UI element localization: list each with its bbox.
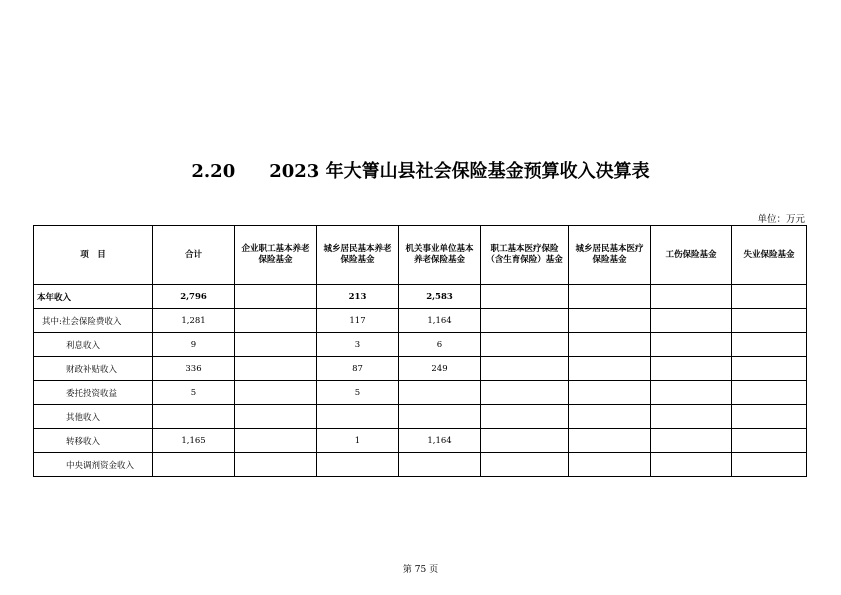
table-row — [34, 429, 807, 453]
header-employee-medical: 职工基本医疗保险（含生育保险）基金 — [481, 226, 569, 285]
table-row — [34, 405, 807, 429]
cell-unemployment — [732, 357, 807, 381]
title-text: 2023 年大箐山县社会保险基金预算收入决算表 — [269, 161, 650, 182]
cell-resident-medical — [569, 309, 651, 333]
cell-unemployment — [732, 453, 807, 477]
cell-resident-pension — [317, 453, 399, 477]
cell-employee-medical — [481, 285, 569, 309]
page-title — [0, 157, 841, 183]
cell-enterprise-pension — [235, 429, 317, 453]
cell-unemployment — [732, 309, 807, 333]
header-unemployment: 失业保险基金 — [732, 226, 807, 285]
cell-work-injury — [651, 285, 732, 309]
cell-resident-medical — [569, 453, 651, 477]
section-number: 2.20 — [191, 161, 236, 182]
row-item: 中央调剂资金收入 — [34, 453, 153, 477]
cell-employee-medical — [481, 309, 569, 333]
cell-resident-medical — [569, 285, 651, 309]
row-item: 转移收入 — [34, 429, 153, 453]
cell-total: 336 — [153, 357, 235, 381]
cell-resident-pension — [317, 405, 399, 429]
cell-total: 5 — [153, 381, 235, 405]
cell-total: 1,165 — [153, 429, 235, 453]
cell-unemployment — [732, 429, 807, 453]
cell-institution-pension — [399, 453, 481, 477]
cell-unemployment — [732, 285, 807, 309]
cell-resident-medical — [569, 357, 651, 381]
table-row — [34, 309, 807, 333]
cell-employee-medical — [481, 405, 569, 429]
cell-work-injury — [651, 309, 732, 333]
table-row — [34, 381, 807, 405]
cell-institution-pension: 249 — [399, 357, 481, 381]
row-item: 委托投资收益 — [34, 381, 153, 405]
cell-institution-pension: 6 — [399, 333, 481, 357]
cell-work-injury — [651, 381, 732, 405]
cell-employee-medical — [481, 357, 569, 381]
table-row — [34, 453, 807, 477]
cell-employee-medical — [481, 333, 569, 357]
cell-institution-pension: 2,583 — [399, 285, 481, 309]
cell-enterprise-pension — [235, 381, 317, 405]
row-item: 利息收入 — [34, 333, 153, 357]
cell-enterprise-pension — [235, 405, 317, 429]
row-item: 其他收入 — [34, 405, 153, 429]
header-item: 项 目 — [34, 226, 153, 285]
cell-institution-pension: 1,164 — [399, 309, 481, 333]
cell-enterprise-pension — [235, 357, 317, 381]
header-resident-medical: 城乡居民基本医疗保险基金 — [569, 226, 651, 285]
header-total: 合计 — [153, 226, 235, 285]
table-row — [34, 285, 807, 309]
cell-unemployment — [732, 405, 807, 429]
unit-label: 单位：万元 — [757, 214, 805, 225]
cell-enterprise-pension — [235, 285, 317, 309]
cell-work-injury — [651, 333, 732, 357]
cell-institution-pension — [399, 405, 481, 429]
table-row — [34, 357, 807, 381]
page-number: 第 75 页 — [402, 565, 439, 575]
cell-work-injury — [651, 453, 732, 477]
cell-resident-medical — [569, 429, 651, 453]
cell-institution-pension — [399, 381, 481, 405]
cell-resident-medical — [569, 405, 651, 429]
cell-work-injury — [651, 357, 732, 381]
cell-institution-pension: 1,164 — [399, 429, 481, 453]
cell-total: 2,796 — [153, 285, 235, 309]
cell-total: 9 — [153, 333, 235, 357]
cell-employee-medical — [481, 429, 569, 453]
cell-unemployment — [732, 333, 807, 357]
row-item: 财政补贴收入 — [34, 357, 153, 381]
cell-resident-pension: 117 — [317, 309, 399, 333]
row-item: 本年收入 — [34, 285, 153, 309]
cell-resident-medical — [569, 381, 651, 405]
header-enterprise-pension: 企业职工基本养老保险基金 — [235, 226, 317, 285]
header-institution-pension: 机关事业单位基本养老保险基金 — [399, 226, 481, 285]
header-work-injury: 工伤保险基金 — [651, 226, 732, 285]
row-item: 其中:社会保险费收入 — [34, 309, 153, 333]
cell-resident-pension: 87 — [317, 357, 399, 381]
cell-total — [153, 453, 235, 477]
header-resident-pension: 城乡居民基本养老保险基金 — [317, 226, 399, 285]
cell-enterprise-pension — [235, 453, 317, 477]
cell-enterprise-pension — [235, 309, 317, 333]
cell-unemployment — [732, 381, 807, 405]
cell-employee-medical — [481, 453, 569, 477]
cell-total: 1,281 — [153, 309, 235, 333]
table-row — [34, 333, 807, 357]
cell-enterprise-pension — [235, 333, 317, 357]
cell-resident-pension: 1 — [317, 429, 399, 453]
cell-resident-medical — [569, 333, 651, 357]
cell-resident-pension: 3 — [317, 333, 399, 357]
cell-employee-medical — [481, 381, 569, 405]
cell-resident-pension: 5 — [317, 381, 399, 405]
cell-work-injury — [651, 405, 732, 429]
cell-total — [153, 405, 235, 429]
fund-revenue-table — [33, 225, 807, 477]
cell-resident-pension: 213 — [317, 285, 399, 309]
header-row — [34, 226, 807, 285]
cell-work-injury — [651, 429, 732, 453]
